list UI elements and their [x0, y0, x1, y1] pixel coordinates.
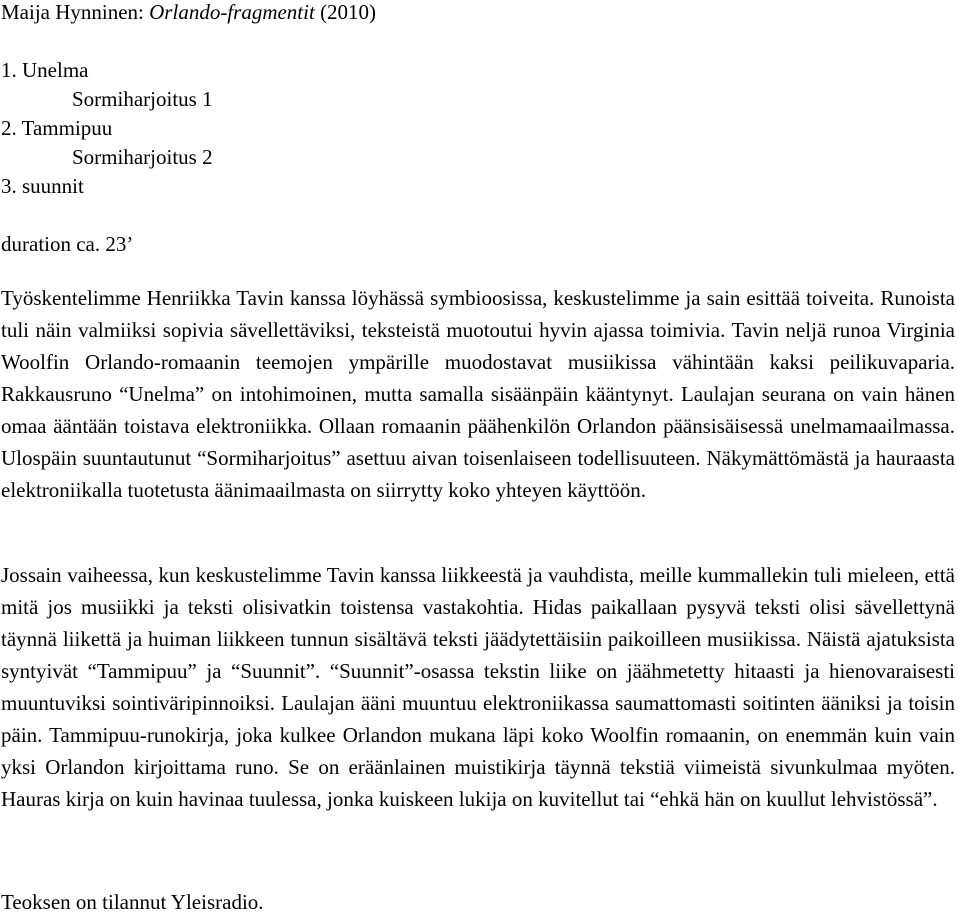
paragraph-2-line: kulkee Orlandon mukana läpi koko Woolfin romaanin, on enemmän kuin vain yksi Orlandon [1, 723, 956, 779]
work-year: (2010) [314, 0, 377, 24]
movement-2: 2. Tammipuu [1, 116, 113, 140]
paragraph-1-line: sisäänpäin kääntynyt. Laulajan seurana on vain hänen omaa ääntään toistava elektroniikka. Ollaan [1, 382, 956, 438]
paragraph-1-line: toimivia. Tavin neljä runoa Virginia Woolfin Orlando-romaanin teemojen ympärille muodostavat [1, 318, 955, 374]
duration-line: duration ca. 23’ [1, 232, 134, 256]
composer-name: Maija Hynninen: [1, 0, 150, 24]
work-title: Orlando-fragmentit [149, 0, 315, 24]
paragraph-1-line: “Sormiharjoitus” asettuu aivan toisenlaiseen todellisuuteen. Näkymättömästä ja hauraasta [197, 446, 956, 470]
movement-3: 3. suunnit [1, 174, 84, 198]
paragraph-1-line: musiikissa vähintään kaksi peilikuvaparia. Rakkausruno “Unelma” on intohimoinen, mutta samalla [1, 350, 956, 406]
paragraph-2-line: tekstin liike on jäähmetetty hitaasti ja hienovaraisesti muuntuviksi sointiväripinnoiksi. Laulajan ääni [1, 659, 955, 715]
paragraph-2-line: teksti olisi sävellettynä täynnä liikettä ja huiman liikkeen tunnun sisältävä teksti jäädytettäisiin [1, 595, 955, 651]
paragraph-2-line: mieleen, että mitä jos musiikki ja teksti olisivatkin toistensa vastakohtia. Hidas paikallaan pysyvä [1, 563, 955, 619]
movement-interlude-1: Sormiharjoitus 1 [72, 87, 213, 111]
paragraph-2-line: muuntuu elektroniikassa saumattomasti soitinten ääniksi ja toisin päin. Tammipuu-runokirja, joka [1, 691, 956, 747]
paragraph-1-line: toiveita. Runoista tuli näin valmiiksi sopivia sävellettäviksi, teksteistä muotoutui hyvin ajassa [1, 286, 955, 342]
paragraph-2-line: kirjoittama runo. Se on eräänlainen muistikirja täynnä tekstiä viimeistä sivunkulmaa myöten. [133, 755, 956, 779]
paragraph-2-line: Jossain vaiheessa, kun keskustelimme Tavin kanssa liikkeestä ja vauhdista, meille kummallekin tuli [1, 563, 842, 587]
document-title [1, 0, 376, 24]
paragraph-1 [1, 282, 955, 506]
movement-interlude-2: Sormiharjoitus 2 [72, 145, 213, 169]
paragraph-1-line: Työskentelimme Henriikka Tavin kanssa löyhässä symbioosissa, keskustelimme ja sain esittää [1, 286, 801, 310]
movement-1: 1. Unelma [1, 58, 89, 82]
paragraph-2-line: Hauras kirja on kuin havinaa tuulessa, jonka kuiskeen lukija on kuvitellut tai “ehkä hän on kuullut [1, 787, 826, 811]
paragraph-2-line: paikoilleen musiikissa. Näistä ajatuksista syntyivät “Tammipuu” ja “Suunnit”. “Suunnit”-osassa [1, 627, 955, 683]
paragraph-2-line: lehvistössä”. [830, 787, 938, 811]
paragraph-2 [1, 559, 955, 815]
paragraph-1-line: elektroniikalla tuotetusta äänimaailmasta on siirrytty koko yhteyen käyttöön. [1, 478, 647, 502]
paragraph-1-line: romaanin päähenkilön Orlandon päänsisäisessä unelmamaailmassa. Ulospäin suuntautunut [1, 414, 956, 470]
commission-note: Teoksen on tilannut Yleisradio. [1, 890, 264, 914]
